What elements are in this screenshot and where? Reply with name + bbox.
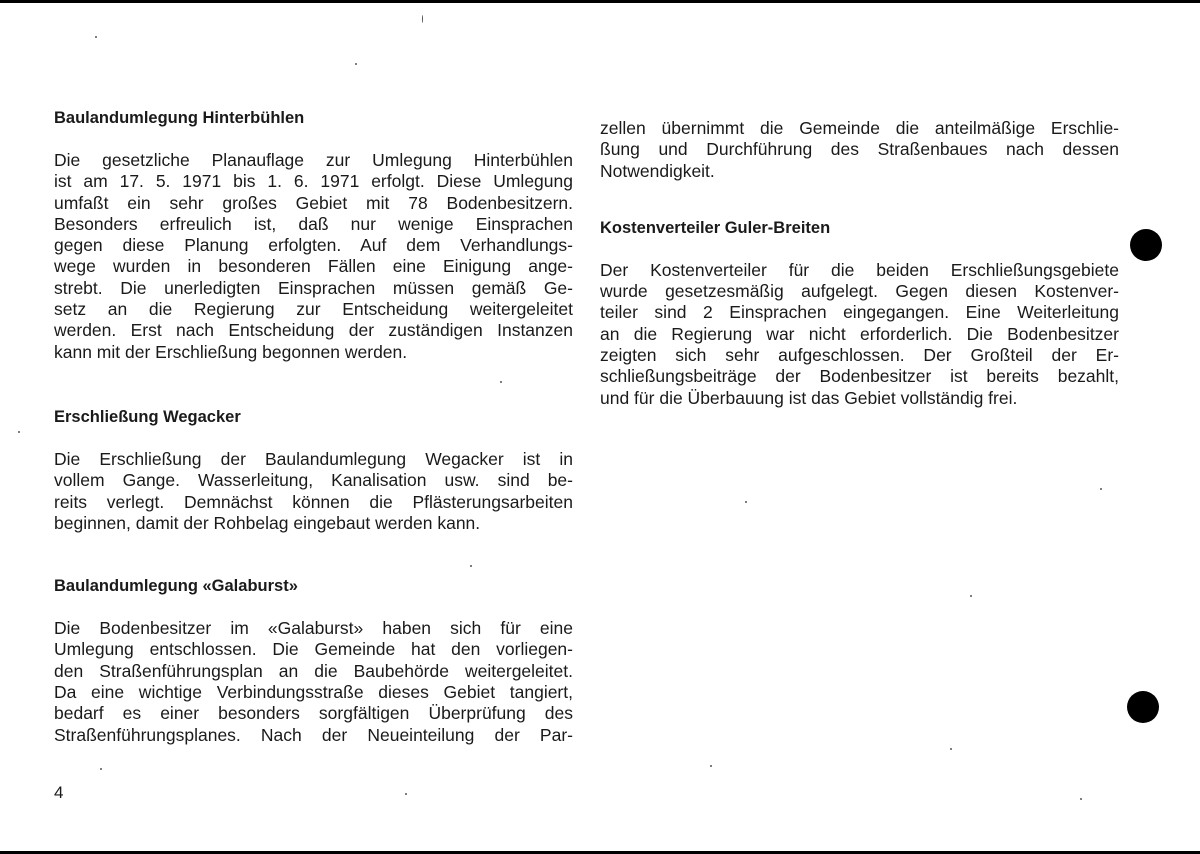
- scan-speck: [1100, 488, 1102, 490]
- text-line: und für die Überbauung ist das Gebiet vollständig frei.: [600, 387, 1018, 408]
- section-paragraph: [600, 260, 1119, 409]
- text-line: zellen übernimmt die Gemeinde die anteilmäßige Erschlie-: [600, 118, 1119, 138]
- text-line: schließungsbeiträge der Bodenbesitzer ist bereits bezahlt,: [600, 366, 1119, 387]
- text-line: Die Bodenbesitzer im «Galaburst» haben sich für eine: [54, 618, 573, 639]
- section-paragraph: [54, 618, 573, 746]
- section-heading: Kostenverteiler Guler-Breiten: [600, 218, 831, 237]
- scan-speck: [18, 431, 20, 433]
- scan-speck: [950, 748, 952, 750]
- text-line: wege wurden in besonderen Fällen eine Einigung ange-: [54, 256, 573, 277]
- punch-hole-icon: [1130, 229, 1162, 261]
- text-line: Der Kostenverteiler für die beiden Erschließungsgebiete: [600, 259, 1119, 280]
- section-hinterbuehlen: [54, 108, 573, 363]
- text-line: werden. Erst nach Entscheidung der zuständigen Instanzen: [54, 320, 573, 341]
- text-line: Besonders erfreulich ist, daß nur wenige Einsprachen: [54, 213, 573, 234]
- text-line: umfaßt ein sehr großes Gebiet mit 78 Bodenbesitzern.: [54, 192, 573, 213]
- section-galaburst: [54, 576, 573, 746]
- text-line: ßung und Durchführung des Straßenbaues nach dessen: [600, 139, 1119, 160]
- section-paragraph: [54, 150, 573, 363]
- text-line: ist am 17. 5. 1971 bis 1. 6. 1971 erfolgt. Diese Umlegung: [54, 171, 573, 192]
- text-line: Die Erschließung der Baulandumlegung Wegacker ist in: [54, 448, 573, 469]
- text-line: setz an die Regierung zur Entscheidung weitergeleitet: [54, 299, 573, 320]
- text-line: teiler sind 2 Einsprachen eingegangen. Eine Weiterleitung: [600, 302, 1119, 323]
- scan-speck: [100, 768, 102, 770]
- scan-speck: [355, 63, 357, 65]
- text-line: reits verlegt. Demnächst können die Pflästerungsarbeiten: [54, 491, 573, 512]
- scan-speck: [95, 36, 97, 38]
- section-paragraph: [54, 449, 573, 534]
- text-line: kann mit der Erschließung begonnen werden.: [54, 341, 408, 362]
- scan-speck: [470, 565, 472, 567]
- left-column: [54, 108, 573, 746]
- text-line: Umlegung entschlossen. Die Gemeinde hat den vorliegen-: [54, 639, 573, 660]
- text-line: den Straßenführungsplan an die Baubehörde weitergeleitet.: [54, 660, 573, 681]
- scan-speck: [970, 595, 972, 597]
- scan-speck: [1080, 798, 1082, 800]
- text-line: Da eine wichtige Verbindungsstraße dieses Gebiet tangiert,: [54, 682, 573, 703]
- section-heading: Baulandumlegung «Galaburst»: [54, 577, 298, 596]
- text-line: gegen diese Planung erfolgten. Auf dem Verhandlungs-: [54, 235, 573, 256]
- section-guler-breiten: [600, 218, 1119, 409]
- scan-speck: [405, 793, 407, 795]
- text-line: strebt. Die unerledigten Einsprachen müssen gemäß Ge-: [54, 277, 573, 298]
- section-heading: Baulandumlegung Hinterbühlen: [54, 109, 305, 127]
- text-line: wurde gesetzesmäßig aufgelegt. Gegen diesen Kostenver-: [600, 281, 1119, 302]
- text-line: zeigten sich sehr aufgeschlossen. Der Großteil der Er-: [600, 345, 1119, 366]
- scan-speck: [710, 765, 712, 767]
- page-number: 4: [54, 783, 64, 802]
- scan-speck: [745, 501, 747, 503]
- text-line: an die Regierung war nicht erforderlich. Die Bodenbesitzer: [600, 323, 1119, 344]
- text-line: vollem Gange. Wasserleitung, Kanalisation usw. sind be-: [54, 470, 573, 491]
- scan-speck: [422, 15, 423, 23]
- section-wegacker: [54, 407, 573, 534]
- right-column: [600, 118, 1119, 409]
- text-line: Notwendigkeit.: [600, 160, 715, 181]
- section-heading: Erschließung Wegacker: [54, 407, 241, 426]
- text-line: bedarf es einer besonders sorgfältigen Überprüfung des: [54, 703, 573, 724]
- text-line: Die gesetzliche Planauflage zur Umlegung Hinterbühlen: [54, 150, 573, 170]
- text-line: Straßenführungsplanes. Nach der Neueinteilung der Par-: [54, 724, 573, 745]
- continuation-paragraph: [600, 118, 1119, 182]
- scan-speck: [500, 381, 502, 383]
- punch-hole-icon: [1127, 691, 1159, 723]
- text-line: beginnen, damit der Rohbelag eingebaut werden kann.: [54, 512, 481, 533]
